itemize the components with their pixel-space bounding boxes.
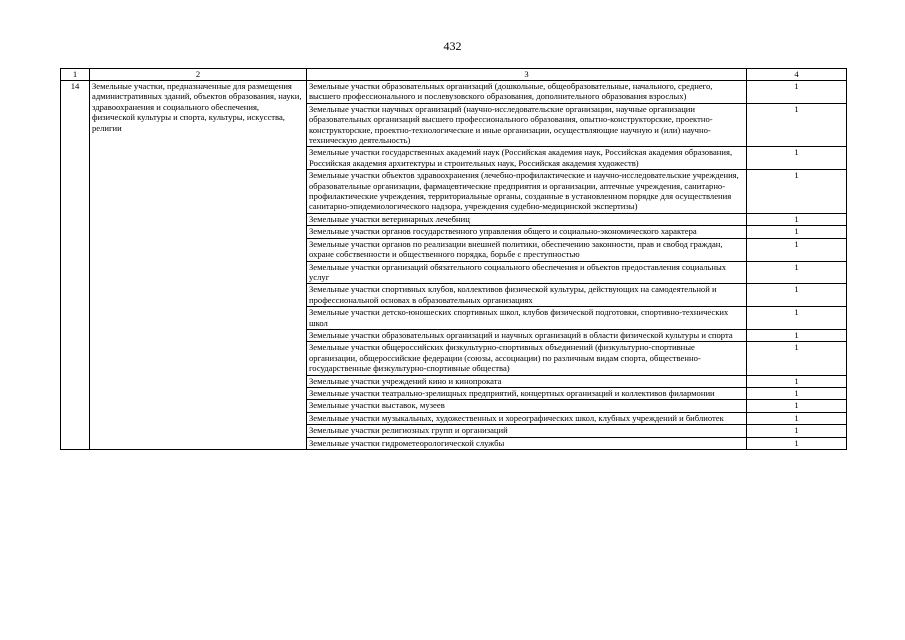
item-value-cell: 1 xyxy=(747,103,847,147)
item-value-cell: 1 xyxy=(747,284,847,307)
item-description-cell: Земельные участки государственных академий наук (Российская академия наук, Российская академия образования, Российская академия архитектуры и строительных наук, Российская академия художеств) xyxy=(307,147,747,170)
item-description-cell: Земельные участки выставок, музеев xyxy=(307,400,747,412)
item-value-cell: 1 xyxy=(747,375,847,387)
category-cell: Земельные участки, предназначенные для размещения административных зданий, объектов образования, науки, здравоохранения и социального обеспечения, физической культуры и спорта, культуры, искусства, религии xyxy=(90,81,307,450)
item-value-cell: 1 xyxy=(747,238,847,261)
item-value-cell: 1 xyxy=(747,170,847,214)
item-value-cell: 1 xyxy=(747,261,847,284)
item-value-cell: 1 xyxy=(747,226,847,238)
header-col-4: 4 xyxy=(747,69,847,81)
item-value-cell: 1 xyxy=(747,213,847,225)
item-description-cell: Земельные участки органов государственного управления общего и социально-экономического характера xyxy=(307,226,747,238)
item-value-cell: 1 xyxy=(747,342,847,375)
item-value-cell: 1 xyxy=(747,412,847,424)
table-row xyxy=(61,81,847,104)
land-use-table xyxy=(60,68,847,450)
table-body xyxy=(61,81,847,450)
item-description-cell: Земельные участки организаций обязательного социального обеспечения и объектов предоставления социальных услуг xyxy=(307,261,747,284)
page-number: 432 xyxy=(443,39,462,53)
item-description-cell: Земельные участки детско-юношеских спортивных школ, клубов физической подготовки, спортивно-технических школ xyxy=(307,307,747,330)
row-number-cell: 14 xyxy=(61,81,90,450)
item-value-cell: 1 xyxy=(747,387,847,399)
item-description-cell: Земельные участки театрально-зрелищных предприятий, концертных организаций и коллективов филармонии xyxy=(307,387,747,399)
item-description-cell: Земельные участки научных организаций (научно-исследовательские организации, научные организации образовательных организаций высшего профессионального образования, опытно-конструкторские, проектно-конструкторские, проектно-технологические и иные организации, осуществляющие научную и (или) научно-техническую деятельность) xyxy=(307,103,747,147)
item-value-cell: 1 xyxy=(747,81,847,104)
item-value-cell: 1 xyxy=(747,307,847,330)
item-description-cell: Земельные участки спортивных клубов, коллективов физической культуры, действующих на самодеятельной и профессиональной основах в образовательных организациях xyxy=(307,284,747,307)
item-description-cell: Земельные участки ветеринарных лечебниц xyxy=(307,213,747,225)
item-value-cell: 1 xyxy=(747,400,847,412)
header-col-2: 2 xyxy=(90,69,307,81)
item-description-cell: Земельные участки образовательных организаций (дошкольные, общеобразовательные, начального, среднего, высшего профессионального и послевузовского образования, дополнительного образования взрослых) xyxy=(307,81,747,104)
item-value-cell: 1 xyxy=(747,425,847,437)
item-description-cell: Земельные участки музыкальных, художественных и хореографических школ, клубных учреждений и библиотек xyxy=(307,412,747,424)
item-value-cell: 1 xyxy=(747,147,847,170)
item-description-cell: Земельные участки образовательных организаций и научных организаций в области физической культуры и спорта xyxy=(307,329,747,341)
item-description-cell: Земельные участки общероссийских физкультурно-спортивных объединений (физкультурно-спортивные организации, общероссийские федерации (союзы, ассоциации) по различным видам спорта, общественно-государственные физкультурно-спортивные общества) xyxy=(307,342,747,375)
header-col-1: 1 xyxy=(61,69,90,81)
header-row xyxy=(61,69,847,81)
item-value-cell: 1 xyxy=(747,437,847,449)
item-description-cell: Земельные участки гидрометеорологической службы xyxy=(307,437,747,449)
item-description-cell: Земельные участки объектов здравоохранения (лечебно-профилактические и научно-исследовательские учреждения, образовательные организации, фармацевтические предприятия и организации, аптечные учреждения, санитарно-профилактические учреждения, территориальные органы, созданные в установленном порядке для осуществления санитарно-эпидемиологического надзора, учреждения судебно-медицинской экспертизы) xyxy=(307,170,747,214)
header-col-3: 3 xyxy=(307,69,747,81)
item-description-cell: Земельные участки учреждений кино и кинопроката xyxy=(307,375,747,387)
item-value-cell: 1 xyxy=(747,329,847,341)
item-description-cell: Земельные участки органов по реализации внешней политики, обеспечению законности, прав и свобод граждан, охране собственности и общественного порядка, борьбе с преступностью xyxy=(307,238,747,261)
item-description-cell: Земельные участки религиозных групп и организаций xyxy=(307,425,747,437)
